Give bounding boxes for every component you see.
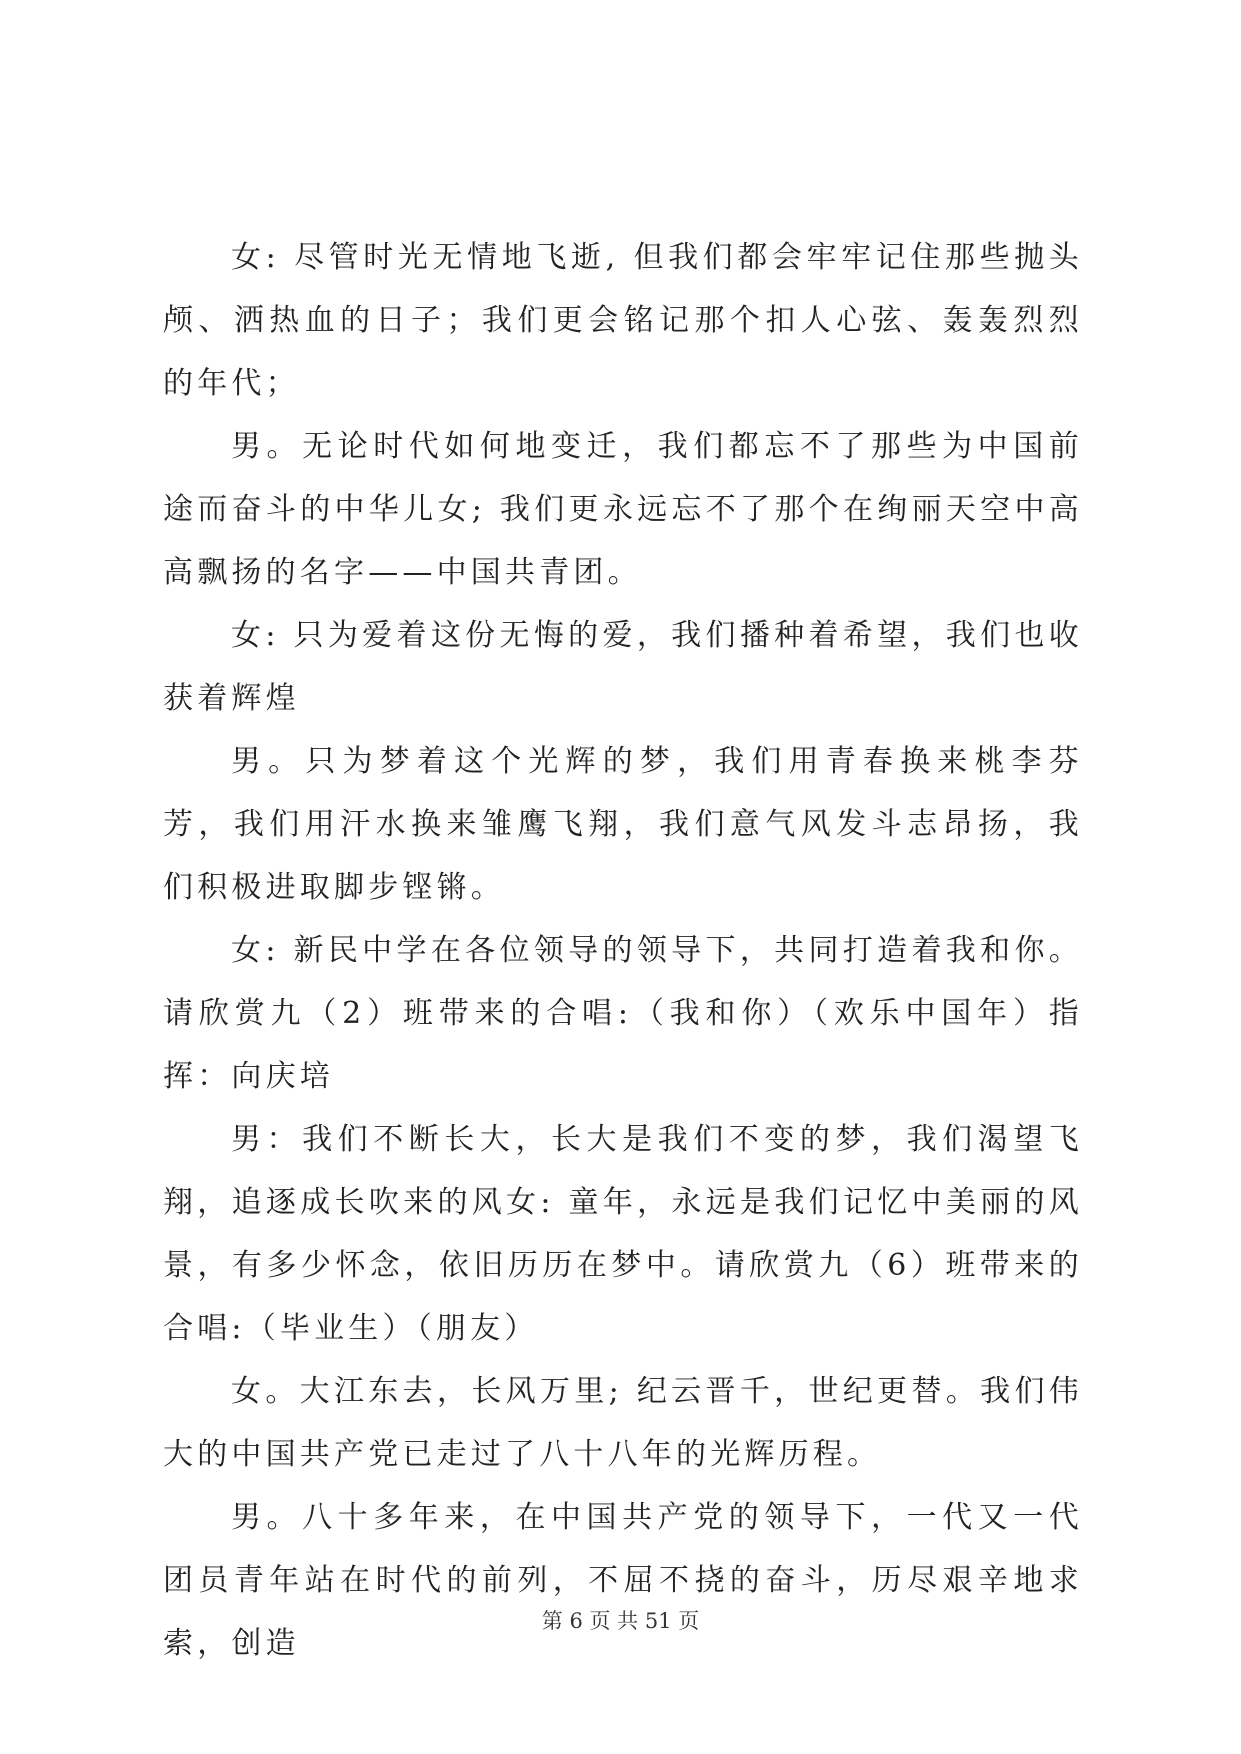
paragraph: 女: 只为爱着这份无悔的爱，我们播种着希望，我们也收获着辉煌	[163, 618, 1083, 716]
paragraph: 男。只为梦着这个光辉的梦，我们用青春换来桃李芬芳，我们用汗水换来雏鹰飞翔，我们意气风发斗志昂扬，我们积极进取脚步铿锵。	[163, 744, 1083, 905]
paragraph: 女: 新民中学在各位领导的领导下，共同打造着我和你。请欣赏九（2）班带来的合唱:（我和你）（欢乐中国年）指挥：向庆培	[163, 933, 1083, 1094]
document-body	[163, 226, 1083, 1675]
paragraph: 男：我们不断长大，长大是我们不变的梦，我们渴望飞翔，追逐成长吹来的风女: 童年，永远是我们记忆中美丽的风景，有多少怀念，依旧历历在梦中。请欣赏九（6）班带来的合唱:（毕业生）（朋友）	[163, 1122, 1083, 1346]
page-footer: 第 6 页 共 51 页	[541, 1609, 700, 1633]
paragraph: 男。无论时代如何地变迁，我们都忘不了那些为中国前途而奋斗的中华儿女; 我们更永远忘不了那个在绚丽天空中高高飘扬的名字——中国共青团。	[163, 429, 1083, 590]
paragraph: 男。八十多年来，在中国共产党的领导下，一代又一代团员青年站在时代的前列，不屈不挠的奋斗，历尽艰辛地求索，创造	[163, 1500, 1083, 1661]
paragraph: 女: 尽管时光无情地飞逝, 但我们都会牢牢记住那些抛头颅、洒热血的日子；我们更会铭记那个扣人心弦、轰轰烈烈的年代；	[163, 240, 1083, 401]
paragraph: 女。大江东去，长风万里; 纪云晋千，世纪更替。我们伟大的中国共产党已走过了八十八年的光辉历程。	[163, 1374, 1083, 1472]
